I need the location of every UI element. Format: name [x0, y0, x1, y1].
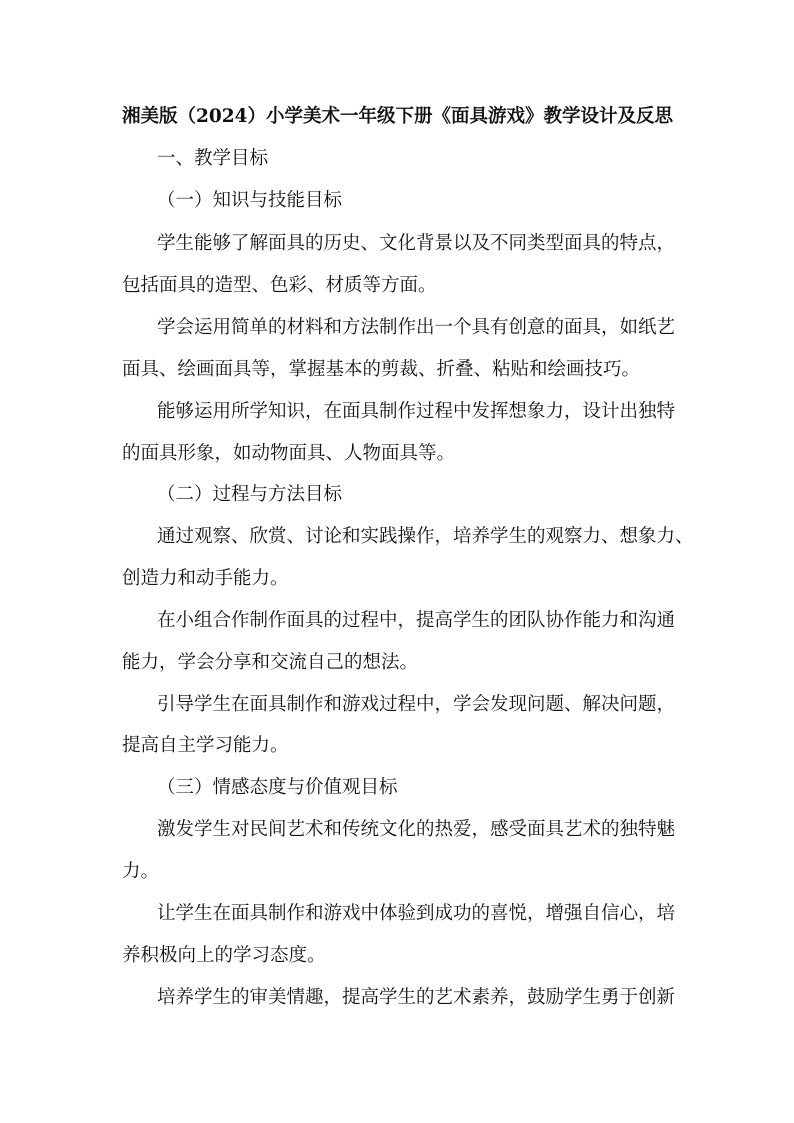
paragraph-line: 在小组合作制作面具的过程中，提高学生的团队协作能力和沟通: [157, 610, 676, 631]
document-title: 湘美版（2024）小学美术一年级下册《面具游戏》教学设计及反思: [122, 106, 673, 127]
paragraph-line: 的面具形象，如动物面具、人物面具等。: [122, 443, 456, 464]
subsection-heading: （二）过程与方法目标: [157, 484, 343, 505]
paragraph-line: 让学生在面具制作和游戏中体验到成功的喜悦，增强自信心，培: [157, 903, 676, 924]
subsection-heading: （一）知识与技能目标: [157, 190, 343, 211]
subsection-heading: （三）情感态度与价值观目标: [157, 777, 398, 798]
section-heading: 一、教学目标: [157, 148, 269, 169]
paragraph-line: 引导学生在面具制作和游戏过程中，学会发现问题、解决问题，: [157, 694, 676, 715]
paragraph-line: 力。: [122, 861, 160, 882]
paragraph-line: 提高自主学习能力。: [122, 735, 289, 756]
paragraph-line: 面具、绘画面具等，掌握基本的剪裁、折叠、粘贴和绘画技巧。: [122, 359, 641, 380]
paragraph-line: 通过观察、欣赏、讨论和实践操作，培养学生的观察力、想象力、: [157, 526, 694, 547]
paragraph-line: 创造力和动手能力。: [122, 568, 289, 589]
paragraph-line: 激发学生对民间艺术和传统文化的热爱，感受面具艺术的独特魅: [157, 819, 676, 840]
paragraph-line: 能够运用所学知识，在面具制作过程中发挥想象力，设计出独特: [157, 401, 676, 422]
paragraph-line: 培养学生的审美情趣，提高学生的艺术素养，鼓励学生勇于创新: [157, 987, 676, 1008]
paragraph-line: 学会运用简单的材料和方法制作出一个具有创意的面具，如纸艺: [157, 317, 676, 338]
paragraph-line: 包括面具的造型、色彩、材质等方面。: [122, 275, 437, 296]
paragraph-line: 学生能够了解面具的历史、文化背景以及不同类型面具的特点，: [157, 233, 676, 254]
paragraph-line: 能力，学会分享和交流自己的想法。: [122, 652, 419, 673]
paragraph-line: 养积极向上的学习态度。: [122, 945, 326, 966]
